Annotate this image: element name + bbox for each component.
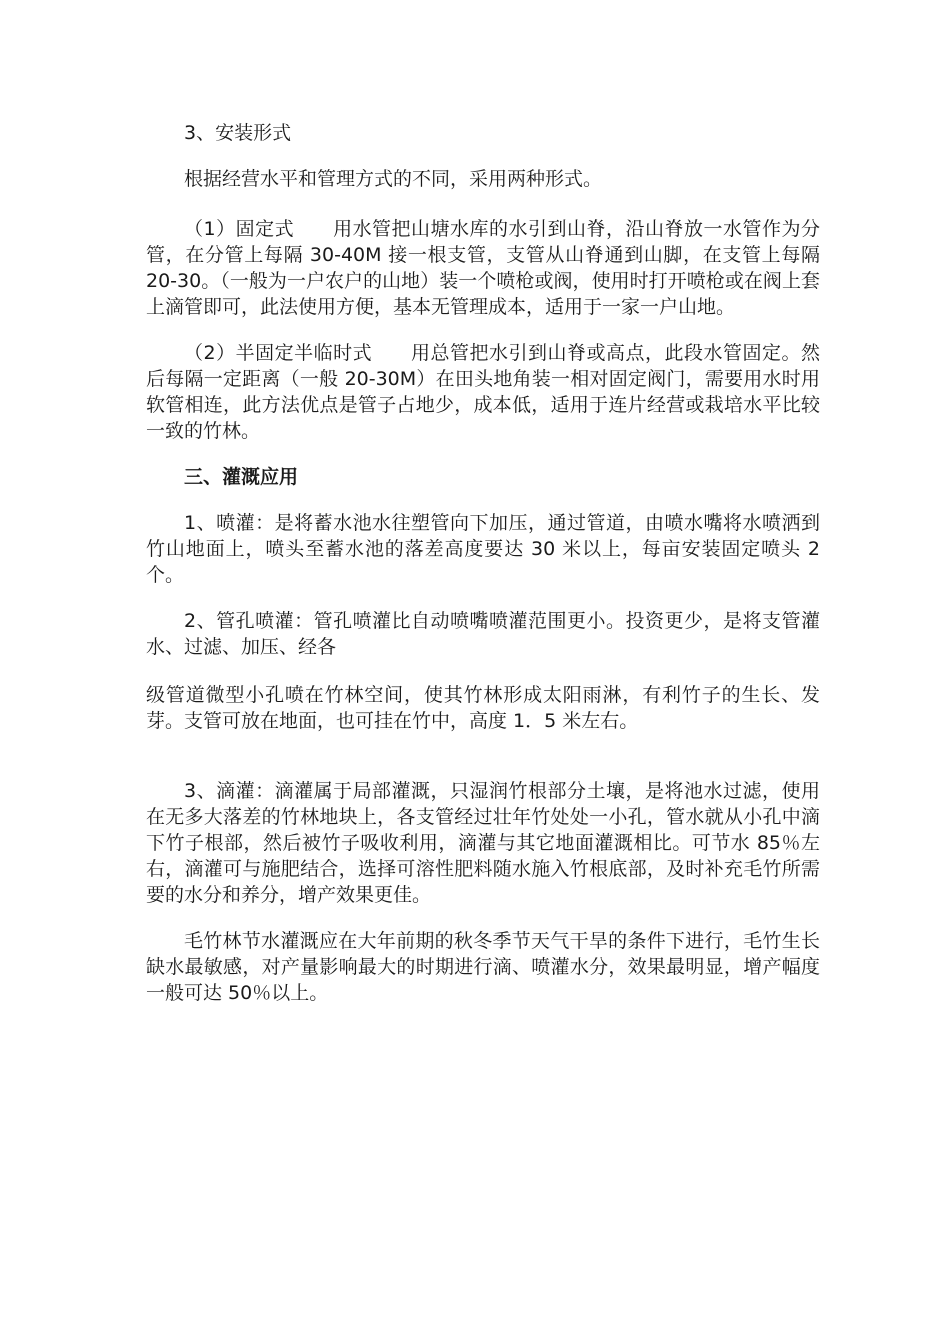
drip-irrigation-paragraph: 3、滴灌：滴灌属于局部灌溉，只湿润竹根部分土壤，是将池水过滤，使用在无多大落差的竹林地块上，各支管经过壮年竹处处一小孔，管水就从小孔中滴下竹子根部，然后被竹子吸收利用，滴灌与其它地面灌溉相比。可节水 85％左右，滴灌可与施肥结合，选择可溶性肥料随水施入竹根底部，及时补充毛竹所需要的水分和养分，增产效果更佳。 [146,780,820,906]
summary-paragraph: 毛竹林节水灌溉应在大年前期的秋冬季节天气干旱的条件下进行，毛竹生长缺水最敏感，对产量影响最大的时期进行滴、喷灌水分，效果最明显，增产幅度一般可达 50％以上。 [146,930,820,1004]
tube-hole-irrigation-paragraph-part1: 2、管孔喷灌：管孔喷灌比自动喷嘴喷灌范围更小。投资更少，是将支管灌水、过滤、加压、经各 [146,610,820,658]
fixed-type-paragraph: （1）固定式 用水管把山塘水库的水引到山脊，沿山脊放一水管作为分管，在分管上每隔 30-40M 接一根支管，支管从山脊通到山脚，在支管上每隔 20-30。（一般为一户农户的山地）装一个喷枪或阀，使用时打开喷枪或在阀上套上滴管即可，此法使用方便，基本无管理成本，适用于一家一户山地。 [146,218,827,318]
document-page [146,120,827,1006]
section-irrigation-title: 三、灌溉应用 [184,466,299,488]
tube-hole-irrigation-paragraph-part2: 级管道微型小孔喷在竹林空间，使其竹林形成太阳雨淋，有利竹子的生长、发芽。支管可放在地面，也可挂在竹中，高度 1．5 米左右。 [146,684,820,732]
spray-irrigation-paragraph: 1、喷灌：是将蓄水池水往塑管向下加压，通过管道，由喷水嘴将水喷洒到竹山地面上，喷头至蓄水池的落差高度要达 30 米以上，每亩安装固定喷头 2 个。 [146,512,827,586]
semi-fixed-type-paragraph: （2）半固定半临时式 用总管把水引到山脊或高点，此段水管固定。然后每隔一定距离（一般 20-30M）在田头地角装一相对固定阀门，需要用水时用软管相连，此方法优点是管子占地少，成本低，适用于连片经营或栽培水平比较一致的竹林。 [146,342,820,442]
section-install-title: 3、安装形式 [184,122,292,144]
intro-paragraph: 根据经营水平和管理方式的不同，采用两种形式。 [184,168,603,190]
